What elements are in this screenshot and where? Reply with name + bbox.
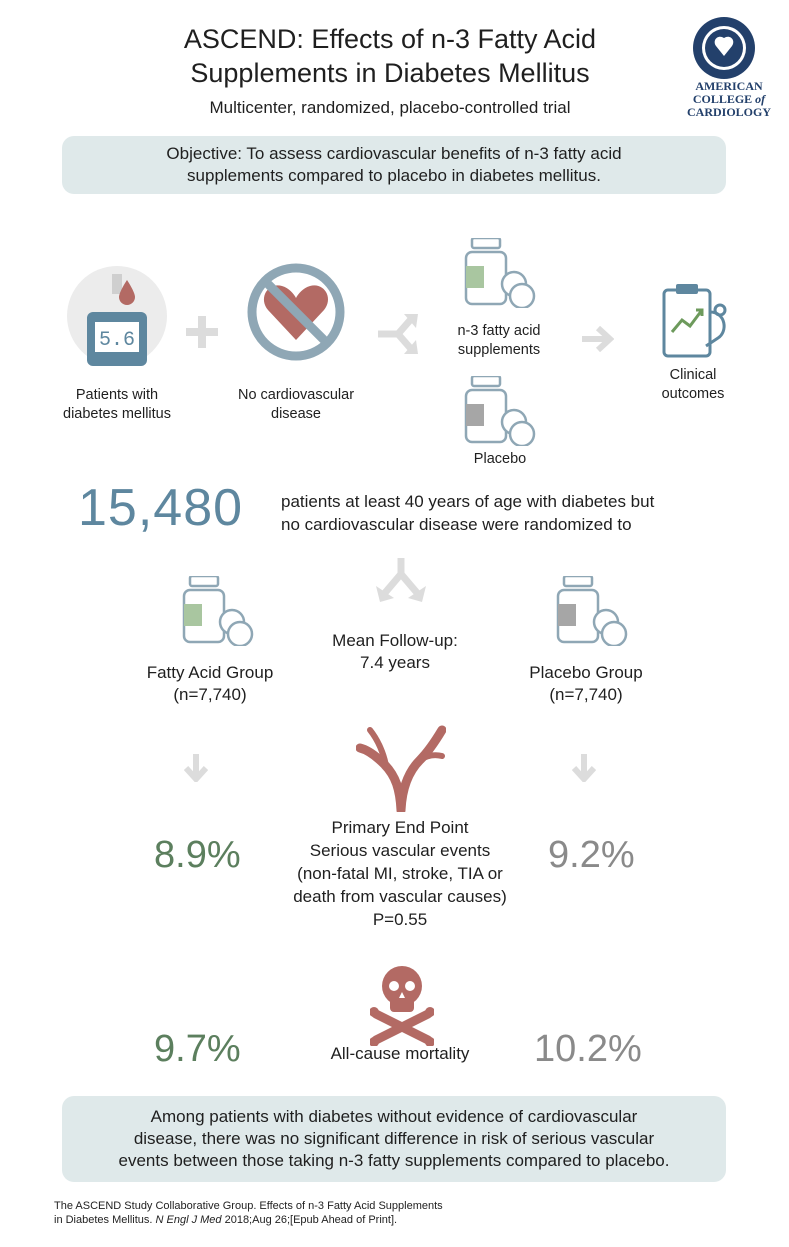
conclusion-line-1: Among patients with diabetes without evidence of cardiovascular: [150, 1107, 638, 1126]
glucometer-reading: 5.6: [98, 329, 136, 352]
objective-line-1: Objective: To assess cardiovascular benefits of n-3 fatty acid: [166, 144, 622, 163]
patients-line-1: Patients with: [75, 387, 159, 403]
title-line-1: ASCEND: Effects of n-3 Fatty Acid: [183, 24, 597, 54]
primary-line-2: Serious vascular events: [309, 841, 491, 860]
placebo-label: Placebo: [473, 451, 527, 467]
logo-college: COLLEGE: [692, 92, 753, 106]
patients-line-2: diabetes mellitus: [63, 406, 171, 422]
reference-citation: [54, 1199, 654, 1227]
patients-label: [52, 386, 182, 424]
primary-endpoint-label: [270, 816, 530, 931]
fatty-mortality-pct: 9.7%: [154, 1028, 241, 1070]
supplements-label: [440, 322, 558, 360]
logo-line-1: AMERICAN: [695, 79, 763, 93]
down-arrow-left-icon: [184, 752, 208, 782]
primary-line-3: (non-fatal MI, stroke, TIA or: [297, 864, 503, 883]
no-cvd-label: [226, 386, 366, 424]
outcomes-line-1: Clinical: [669, 367, 717, 383]
primary-p-value: P=0.55: [372, 910, 428, 929]
mortality-label: All-cause mortality: [330, 1044, 470, 1063]
supplements-line-2: supplements: [457, 342, 541, 358]
right-arrow-icon: [580, 326, 614, 352]
followup-label: [310, 630, 480, 674]
fatty-acid-group-bottle-icon: [180, 576, 254, 646]
objective-line-2: supplements compared to placebo in diabetes mellitus.: [187, 166, 601, 185]
conclusion-box: [62, 1096, 726, 1182]
placebo-mortality-pct: 10.2%: [534, 1028, 642, 1070]
placebo-bottle-icon: [462, 376, 536, 446]
outcomes-label: [648, 366, 738, 404]
no-cvd-line-1: No cardiovascular: [237, 387, 355, 403]
outcomes-line-2: outcomes: [661, 386, 725, 402]
acc-logo-text: [676, 80, 782, 119]
fatty-acid-bottle-icon: [462, 238, 536, 308]
plus-icon: [186, 316, 218, 348]
reference-line-2: [54, 1213, 654, 1227]
primary-line-1: Primary End Point: [331, 818, 469, 837]
followup-line-1: Mean Follow-up:: [332, 631, 458, 650]
enrollment-text: [281, 490, 721, 536]
placebo-primary-pct: 9.2%: [548, 834, 635, 876]
down-arrow-right-icon: [572, 752, 596, 782]
conclusion-line-2: disease, there was no significant difference in risk of serious vascular: [133, 1129, 655, 1148]
reference-line-2b: 2018;Aug 26;[Epub Ahead of Print].: [221, 1214, 398, 1226]
reference-line-1: The ASCEND Study Collaborative Group. Effects of n-3 Fatty Acid Supplements: [54, 1200, 443, 1212]
followup-line-2: 7.4 years: [360, 653, 430, 672]
reference-journal: N Engl J Med: [155, 1214, 222, 1226]
fatty-acid-group-label: [120, 662, 300, 706]
objective-box: [62, 136, 726, 194]
enrollment-line-2: no cardiovascular disease were randomized to: [281, 515, 632, 534]
placebo-group-bottle-icon: [554, 576, 628, 646]
placebo-group-label: [496, 662, 676, 706]
conclusion-line-3: events between those taking n-3 fatty supplements compared to placebo.: [118, 1151, 670, 1170]
reference-line-2a: in Diabetes Mellitus.: [54, 1214, 156, 1226]
logo-of: of: [755, 92, 766, 106]
page-subtitle: Multicenter, randomized, placebo-controlled trial: [209, 98, 571, 117]
title-line-2: Supplements in Diabetes Mellitus: [190, 58, 590, 88]
placebo-group-n: (n=7,740): [549, 685, 623, 704]
acc-seal-icon: [692, 16, 756, 80]
enrollment-count: 15,480: [78, 479, 244, 537]
logo-line-3: CARDIOLOGY: [686, 105, 771, 119]
placebo-group-name: Placebo Group: [529, 663, 643, 682]
blood-vessel-icon: [356, 720, 446, 812]
primary-line-4: death from vascular causes): [293, 887, 507, 906]
supplements-line-1: n-3 fatty acid: [457, 323, 541, 339]
split-arrow-icon: [374, 310, 424, 358]
clinical-outcomes-clipboard-icon: [660, 282, 734, 362]
no-cvd-line-2: disease: [271, 406, 321, 422]
page-title: [90, 22, 690, 90]
enrollment-line-1: patients at least 40 years of age with diabetes but: [281, 492, 655, 511]
skull-crossbones-icon: [370, 964, 434, 1046]
randomize-split-arrow-icon: [374, 556, 428, 604]
fatty-group-n: (n=7,740): [173, 685, 247, 704]
no-heart-disease-icon: [246, 262, 346, 362]
glucometer-icon: [67, 266, 167, 366]
fatty-group-name: Fatty Acid Group: [146, 663, 274, 682]
fatty-primary-pct: 8.9%: [154, 834, 241, 876]
